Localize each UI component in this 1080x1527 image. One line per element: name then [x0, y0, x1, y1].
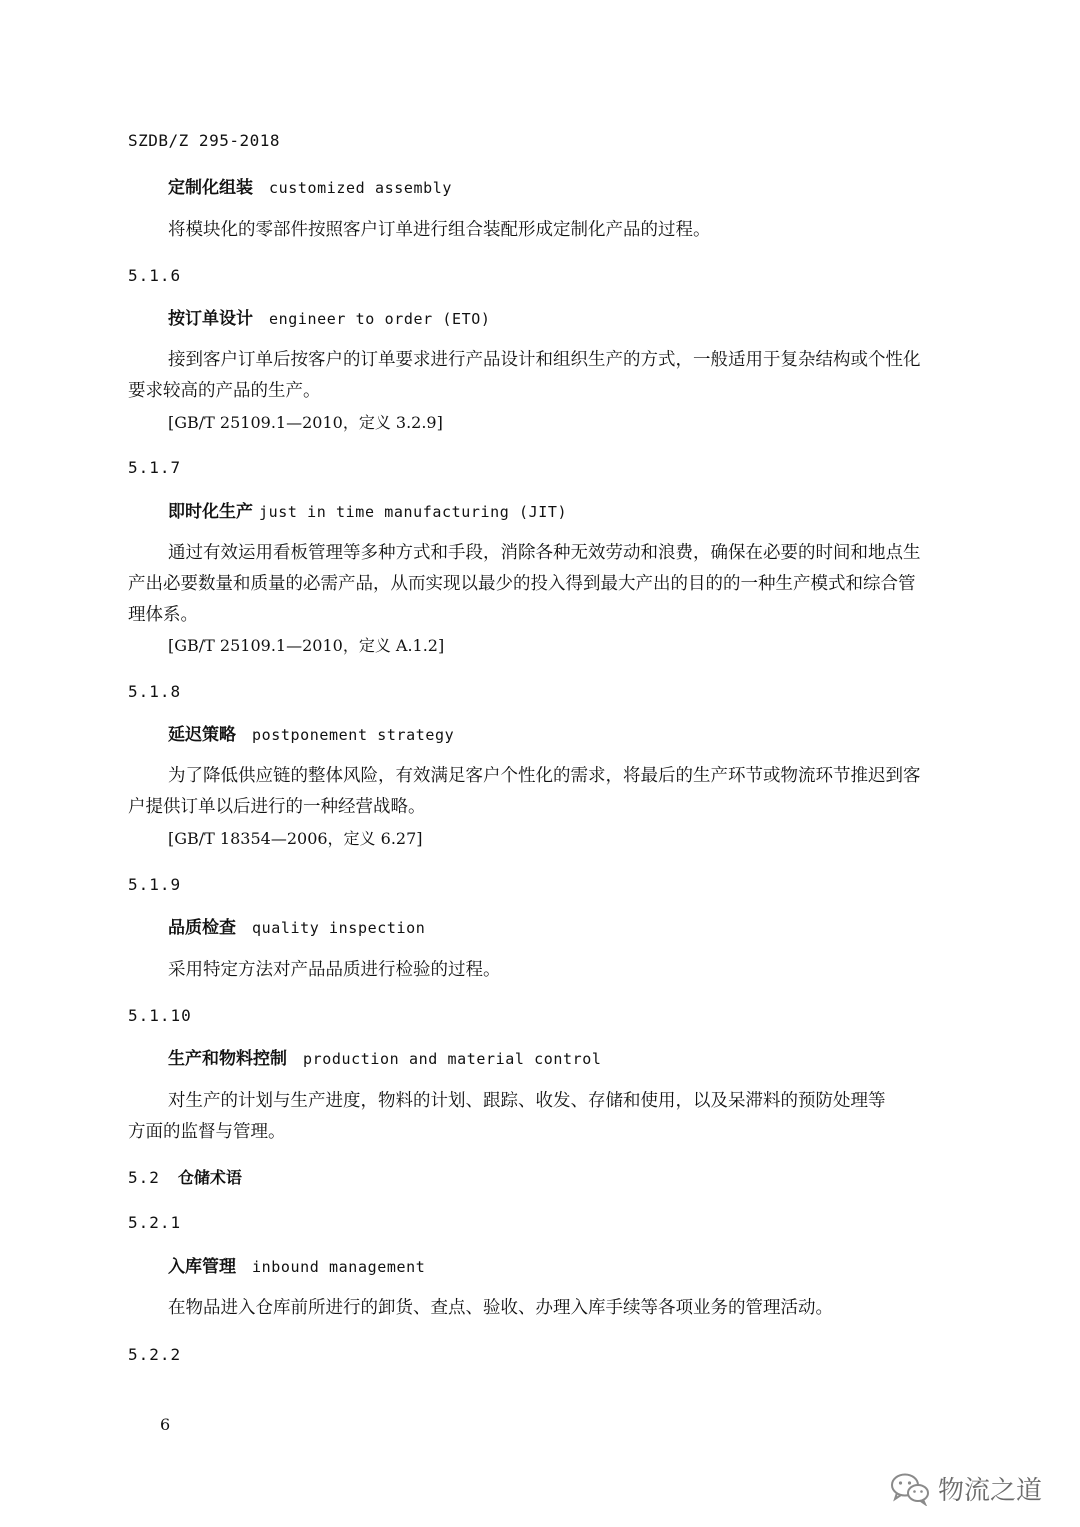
- reference: [GB/T 18354—2006，定义 6.27]: [168, 829, 423, 848]
- term-en: quality inspection: [252, 919, 426, 937]
- clause-number: 5.1.10: [128, 1006, 192, 1025]
- term-cn: 品质检查: [168, 918, 236, 938]
- definition-cont: 要求较高的产品的生产。: [128, 381, 321, 401]
- definition: 通过有效运用看板管理等多种方式和手段，消除各种无效劳动和浪费，确保在必要的时间和地点生: [168, 543, 921, 563]
- term-heading: [168, 504, 567, 521]
- clause-number: 5.1.9: [128, 875, 182, 894]
- term-cn: 按订单设计: [168, 309, 253, 329]
- clause-number: 5.1.8: [128, 682, 182, 701]
- definition: 对生产的计划与生产进度，物料的计划、跟踪、收发、存储和使用，以及呆滞料的预防处理等: [168, 1091, 886, 1111]
- term-heading: [168, 727, 454, 744]
- term-en: engineer to order (ETO): [269, 310, 491, 328]
- section-heading: [128, 1170, 242, 1186]
- term-heading: [168, 920, 425, 937]
- term-cn: 定制化组装: [168, 178, 253, 198]
- definition: 为了降低供应链的整体风险，有效满足客户个性化的需求，将最后的生产环节或物流环节推迟到客: [168, 766, 921, 786]
- clause-number: 5.2.1: [128, 1213, 182, 1232]
- clause-number: 5.1.6: [128, 266, 182, 285]
- term-cn: 生产和物料控制: [168, 1049, 287, 1069]
- definition: 在物品进入仓库前所进行的卸货、查点、验收、办理入库手续等各项业务的管理活动。: [168, 1298, 833, 1318]
- clause-number: 5.1.7: [128, 458, 182, 477]
- term-en: postponement strategy: [252, 726, 455, 744]
- definition-cont: 理体系。: [128, 605, 198, 625]
- page-number: 6: [160, 1415, 171, 1434]
- reference: [GB/T 25109.1—2010，定义 A.1.2]: [168, 636, 445, 655]
- section-title: 仓储术语: [177, 1168, 242, 1187]
- definition-cont: 产出必要数量和质量的必需产品，从而实现以最少的投入得到最大产出的目的的一种生产模式和综合管: [128, 574, 916, 594]
- clause-number: 5.2.2: [128, 1345, 182, 1364]
- definition-cont: 户提供订单以后进行的一种经营战略。: [128, 797, 426, 817]
- term-en: production and material control: [303, 1050, 602, 1068]
- term-cn: 延迟策略: [168, 725, 236, 745]
- term-en: customized assembly: [269, 179, 452, 197]
- section-number: 5.2: [128, 1168, 160, 1187]
- document-code: SZDB/Z 295-2018: [128, 131, 280, 150]
- term-en: inbound management: [252, 1258, 426, 1276]
- term-heading: [168, 180, 452, 197]
- definition-cont: 方面的监督与管理。: [128, 1122, 286, 1142]
- definition: 将模块化的零部件按照客户订单进行组合装配形成定制化产品的过程。: [168, 220, 711, 240]
- reference: [GB/T 25109.1—2010，定义 3.2.9]: [168, 413, 443, 432]
- term-cn: 即时化生产: [168, 502, 253, 522]
- term-cn: 入库管理: [168, 1257, 236, 1277]
- term-en: just in time manufacturing (JIT): [259, 503, 568, 521]
- definition: 接到客户订单后按客户的订单要求进行产品设计和组织生产的方式，一般适用于复杂结构或个性化: [168, 350, 921, 370]
- definition: 采用特定方法对产品品质进行检验的过程。: [168, 960, 501, 980]
- watermark-text: 物流之道: [938, 1476, 1043, 1506]
- wechat-icon: [890, 1472, 930, 1506]
- watermark: [890, 1470, 1042, 1507]
- term-heading: [168, 1051, 602, 1068]
- term-heading: [168, 311, 491, 328]
- term-heading: [168, 1259, 425, 1276]
